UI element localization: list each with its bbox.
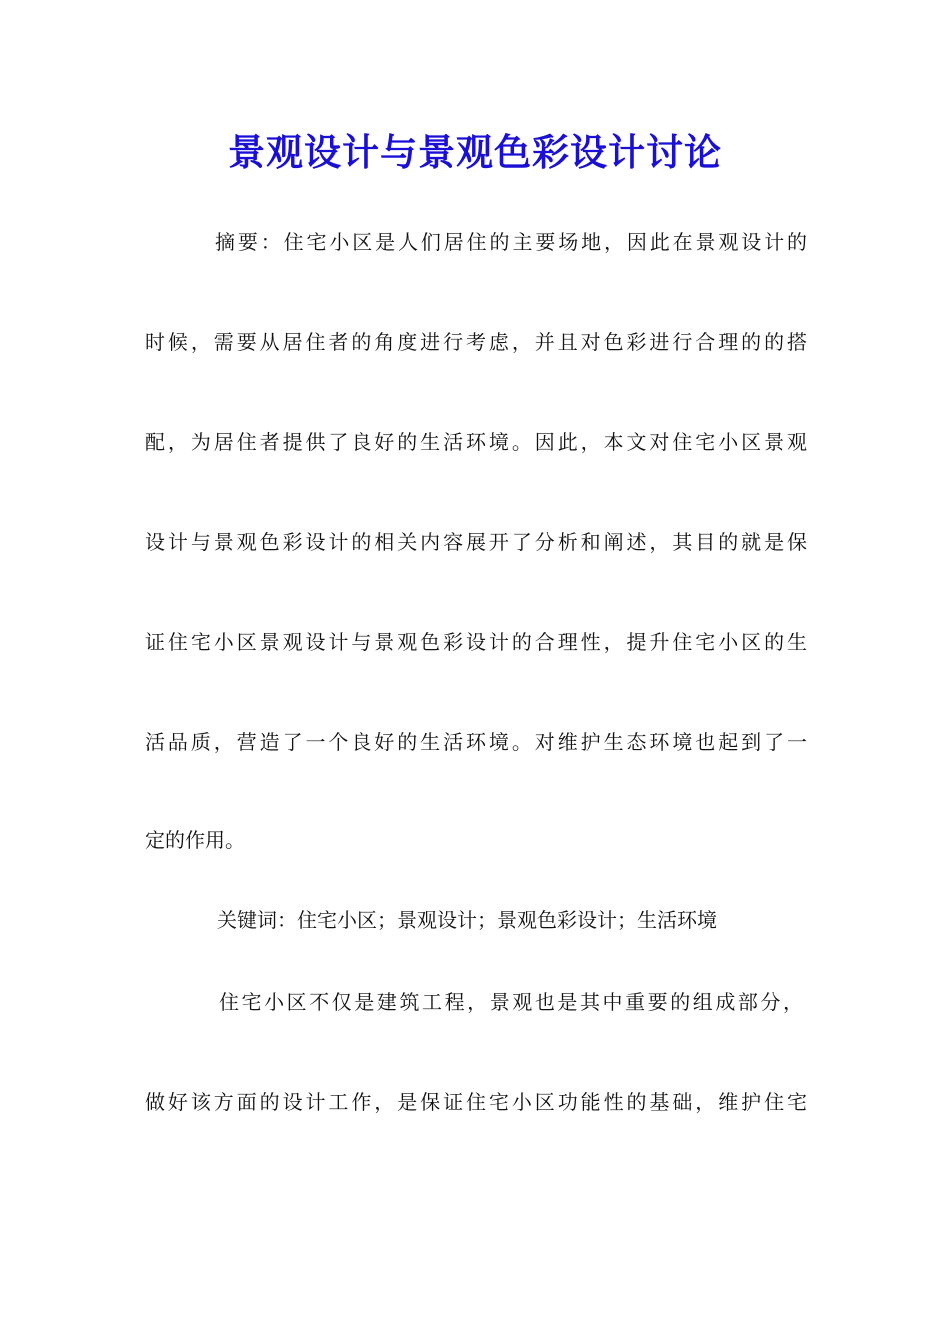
- abstract-line-2: 时候，需要从居住者的角度进行考虑，并且对色彩进行合理的的搭: [145, 330, 807, 354]
- document-title: 景观设计与景观色彩设计讨论: [228, 130, 722, 174]
- abstract-line-1: 摘要：住宅小区是人们居住的主要场地，因此在景观设计的: [215, 230, 807, 254]
- body-line-2: 做好该方面的设计工作，是保证住宅小区功能性的基础，维护住宅: [145, 1090, 807, 1114]
- abstract-line-3: 配，为居住者提供了良好的生活环境。因此，本文对住宅小区景观: [145, 430, 807, 454]
- body-line-1: 住宅小区不仅是建筑工程，景观也是其中重要的组成部分，: [219, 990, 803, 1014]
- keywords-line: 关键词：住宅小区；景观设计；景观色彩设计；生活环境: [217, 908, 717, 932]
- abstract-line-4: 设计与景观色彩设计的相关内容展开了分析和阐述，其目的就是保: [145, 530, 807, 554]
- abstract-line-6: 活品质，营造了一个良好的生活环境。对维护生态环境也起到了一: [145, 730, 807, 754]
- abstract-line-7: 定的作用。: [145, 828, 245, 852]
- abstract-line-5: 证住宅小区景观设计与景观色彩设计的合理性，提升住宅小区的生: [145, 630, 807, 654]
